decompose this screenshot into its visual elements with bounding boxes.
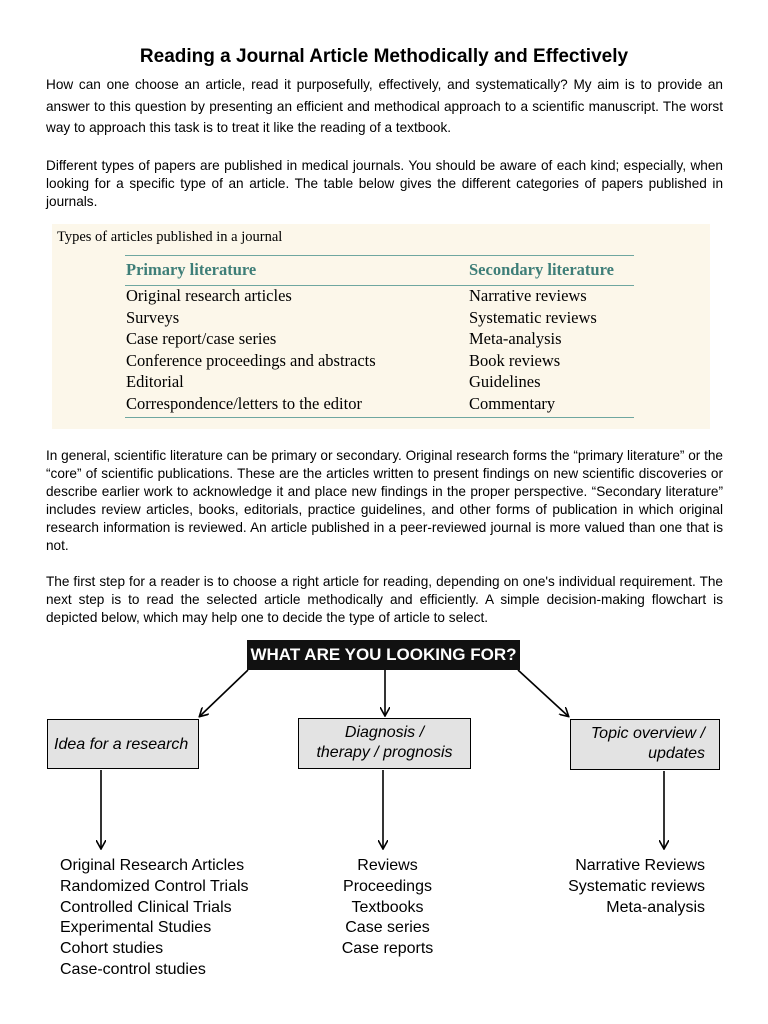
category-label: Topic overview / <box>590 725 705 742</box>
table-cell: Correspondence/letters to the editor <box>126 393 362 413</box>
paper-types-paragraph: Different types of papers are published in medical journals. You should be aware of each kind; especially, when looking for a specific type of an article. The table below gives the different categories of papers published in journals. <box>46 158 723 209</box>
question-box: WHAT ARE YOU LOOKING FOR? <box>247 640 520 670</box>
list-item: Cohort studies <box>60 940 164 958</box>
table-cell: Conference proceedings and abstracts <box>126 350 376 370</box>
arrow-to-research <box>200 670 248 716</box>
list-item: Controlled Clinical Trials <box>60 898 232 916</box>
literature-paragraph: In general, scientific literature can be primary or secondary. Original research forms the “primary literature” or the “core” of scientific publications. These are the articles written to present findings on new scientific discoveries or describe earlier work to acknowledge it and place new findings in the proper perspective. “Secondary literature” includes review articles, books, editorials, practice guidelines, and other forms of publication in which original research information is reviewed. An article published in a peer-reviewed journal is more valued than one that is not. <box>46 448 723 553</box>
category-diagnosis-therapy <box>298 718 471 769</box>
selection-paragraph: The first step for a reader is to choose a right article for reading, depending on one's individual requirement. The next step is to read the selected article methodically and efficiently. A simple decision-making flowchart is depicted below, which may help one to decide the type of article to select. <box>46 574 723 625</box>
table-cell: Guidelines <box>469 372 541 392</box>
table-cell: Editorial <box>126 372 184 392</box>
table-cell: Systematic reviews <box>469 307 597 327</box>
table-cell: Book reviews <box>469 350 561 370</box>
document-title: Reading a Journal Article Methodically and Effectively <box>139 46 629 67</box>
secondary-literature-header: Secondary literature <box>469 260 614 279</box>
table-cell: Original research articles <box>126 286 292 305</box>
list-item: Randomized Control Trials <box>60 877 249 895</box>
list-item: Case reports <box>341 940 434 958</box>
category-label: therapy / prognosis <box>316 744 453 761</box>
table-cell: Commentary <box>469 393 556 413</box>
list-item: Proceedings <box>343 877 432 895</box>
category-topic-overview <box>570 719 720 770</box>
list-item: Experimental Studies <box>60 919 212 937</box>
intro-paragraph: How can one choose an article, read it purposefully, effectively, and systematically? My aim is to provide an answer to this question by presenting an efficient and methodical approach to a scientific manuscript. The worst way to approach this task is to treat it like the reading of a textbook. <box>46 77 723 135</box>
category-label: Diagnosis / <box>344 724 425 741</box>
overview-article-list <box>560 856 705 918</box>
table-cell: Meta-analysis <box>469 329 562 349</box>
list-item: Narrative Reviews <box>575 857 705 874</box>
list-item: Textbooks <box>351 898 424 916</box>
list-item: Original Research Articles <box>60 857 245 874</box>
list-item: Case series <box>345 919 430 937</box>
category-label: Idea for a research <box>54 736 189 753</box>
list-item: Case-control studies <box>60 960 206 978</box>
list-item: Meta-analysis <box>606 898 705 916</box>
table-caption: Types of articles published in a journal <box>57 229 283 245</box>
primary-literature-header: Primary literature <box>126 260 257 279</box>
list-item: Reviews <box>357 857 418 874</box>
category-research-idea <box>47 719 199 769</box>
table-cell: Narrative reviews <box>469 286 587 305</box>
table-cell: Case report/case series <box>126 329 277 349</box>
diagnosis-article-list <box>330 856 445 960</box>
list-item: Systematic reviews <box>568 877 705 895</box>
arrow-to-overview <box>518 670 568 716</box>
category-label: updates <box>648 745 705 762</box>
table-cell: Surveys <box>126 307 180 327</box>
research-article-list <box>60 856 249 981</box>
